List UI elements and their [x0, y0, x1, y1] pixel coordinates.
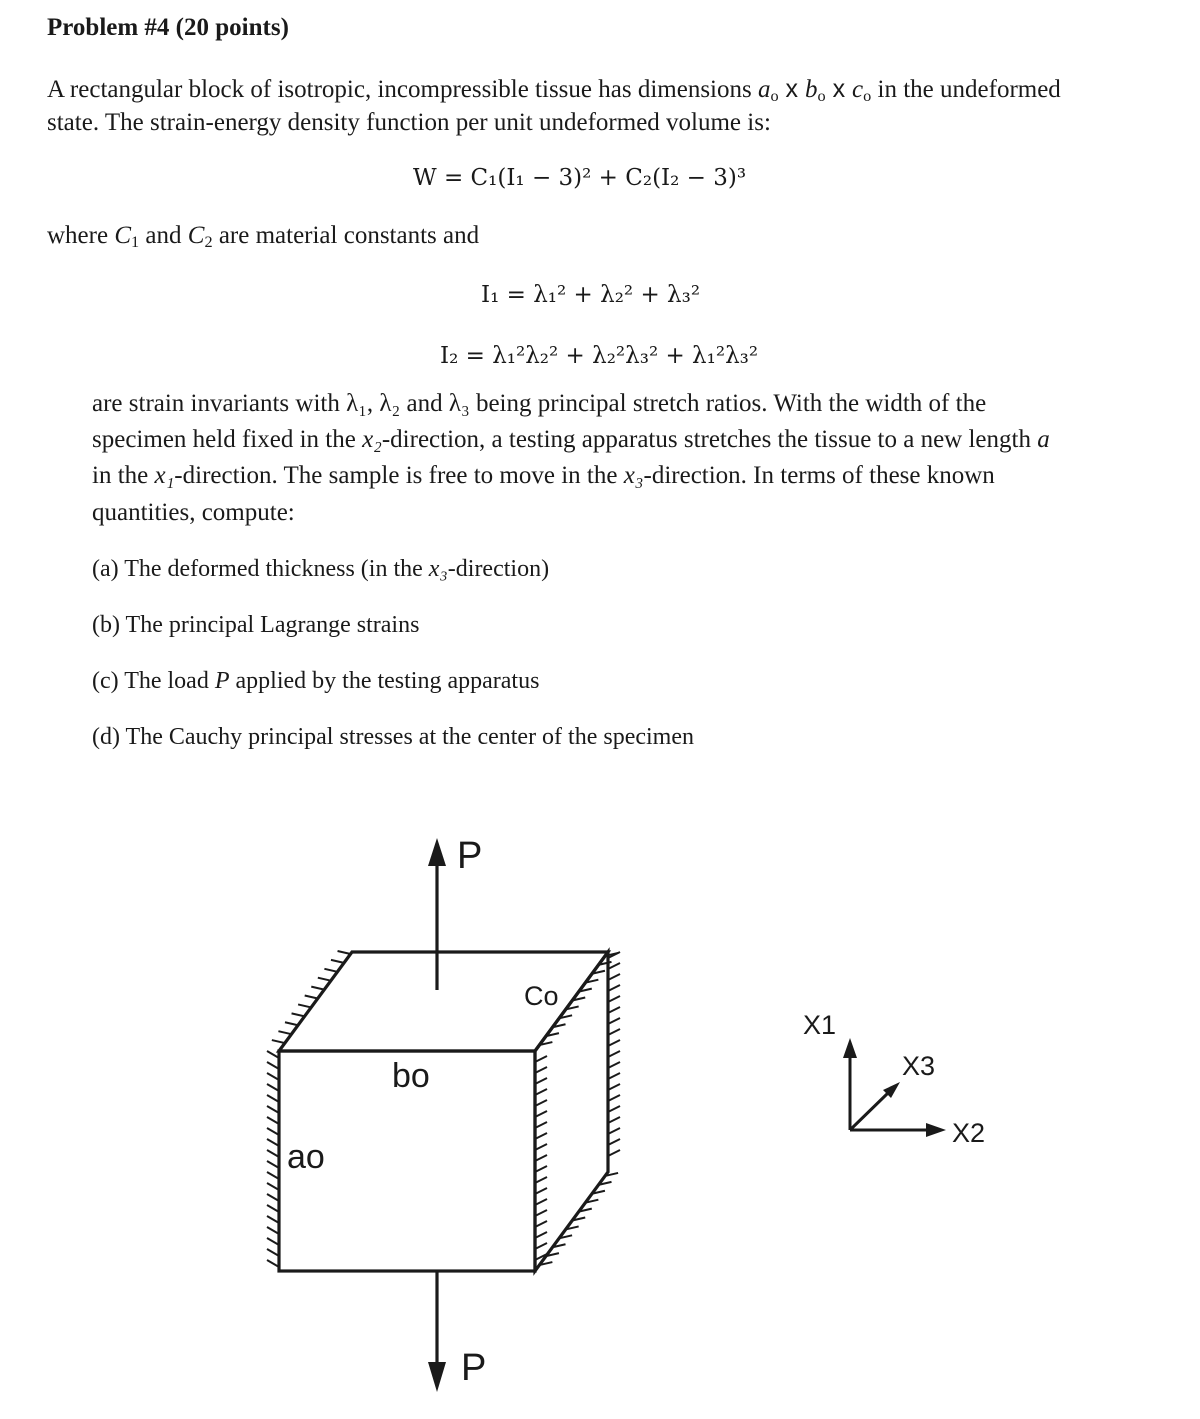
times-1: x	[778, 75, 806, 103]
hatch-mark	[298, 1004, 311, 1007]
hatch-mark	[608, 974, 620, 980]
dimension-label-bo: bo	[392, 1057, 430, 1095]
hatch-mark	[267, 1227, 279, 1234]
where-and: and	[139, 222, 188, 249]
equation-i2: I₂ = λ₁²λ₂² + λ₂²λ₃² + λ₁²λ₃²	[440, 343, 759, 369]
hatch-mark	[267, 1260, 279, 1267]
axis-x1-arrowhead	[843, 1038, 857, 1058]
const-c2: C	[187, 222, 205, 249]
var-x3: x₃	[623, 462, 644, 489]
problem-title: Problem #4 (20 points)	[47, 14, 289, 41]
question-a-post: -direction)	[447, 556, 550, 582]
hatch-mark	[535, 1199, 547, 1205]
hatch-mark	[608, 1106, 620, 1112]
hatch-mark	[292, 1013, 305, 1016]
hatch-mark	[267, 1084, 279, 1091]
hatch-mark	[278, 1031, 291, 1034]
hatch-mark	[535, 1078, 547, 1084]
hatch-mark	[608, 1084, 620, 1090]
axis-x2-arrowhead	[926, 1123, 946, 1137]
hatch-mark	[267, 1117, 279, 1124]
times-2: x	[825, 75, 853, 103]
var-a: a	[1037, 426, 1050, 453]
hatch-mark	[267, 1106, 279, 1113]
hatch-mark	[272, 1040, 285, 1043]
hatch-mark	[608, 1073, 620, 1079]
axis-label-x2: X2	[952, 1118, 986, 1148]
load-arrow-top	[428, 838, 446, 990]
question-c-pre: (c) The load	[92, 668, 215, 694]
load-label-top: P	[457, 835, 483, 877]
hatch-mark	[338, 951, 351, 954]
hatch-mark	[535, 1221, 547, 1227]
hatch-mark	[608, 1018, 620, 1024]
hatch-mark	[267, 1172, 279, 1179]
hatch-mark	[331, 960, 344, 963]
load-arrow-bottom	[428, 1271, 446, 1392]
dim-a-sub: o	[770, 87, 779, 106]
intro-line-2: state. The strain-energy density function per unit undeformed volume is:	[47, 109, 771, 136]
hatch-mark	[324, 969, 337, 972]
hatch-mark	[608, 985, 620, 991]
hatch-mark	[608, 1029, 620, 1035]
question-a-pre: (a) The deformed thickness (in the	[92, 556, 429, 582]
where-text-b: are material constants and	[212, 222, 480, 249]
hatch-mark	[608, 1128, 620, 1134]
hatch-mark	[608, 996, 620, 1002]
axis-label-x3: X3	[902, 1051, 936, 1081]
dim-c: c	[852, 76, 864, 103]
const-c1-sub: 1	[131, 233, 140, 252]
hatch-mark	[535, 1056, 547, 1062]
hatch-mark	[267, 1073, 279, 1080]
hatch-mark	[608, 1095, 620, 1101]
var-x1: x₁	[154, 462, 175, 489]
hatch-mark	[535, 1155, 547, 1161]
hatch-mark	[535, 1188, 547, 1194]
intro-text-b: in the undeformed	[871, 76, 1061, 103]
body-line-2-a: specimen held fixed in the	[92, 426, 363, 453]
body-line-3-a: in the	[92, 462, 155, 489]
dim-b-sub: o	[817, 87, 826, 106]
hatch-mark	[311, 987, 324, 990]
dim-b: b	[805, 76, 818, 103]
hatch-mark	[267, 1161, 279, 1168]
hatch-mark	[608, 1139, 620, 1145]
hatch-mark	[267, 1139, 279, 1146]
body-line-3-c: -direction. In terms of these known	[643, 462, 995, 489]
hatch-mark	[535, 1067, 547, 1073]
var-x2: x₂	[362, 426, 382, 453]
hatch-mark	[608, 1150, 620, 1156]
question-a-var: x₃	[428, 556, 448, 582]
question-c-post: applied by the testing apparatus	[229, 668, 540, 694]
hatch-mark	[535, 1089, 547, 1095]
hatch-mark	[608, 1051, 620, 1057]
hatch-mark	[285, 1022, 298, 1025]
const-c1: C	[114, 222, 132, 249]
body-line-3-b: -direction. The sample is free to move in the	[174, 462, 624, 489]
question-b: (b) The principal Lagrange strains	[92, 612, 420, 638]
load-label-bottom: P	[461, 1347, 487, 1389]
where-text-a: where	[47, 222, 115, 249]
hatch-mark	[267, 1216, 279, 1223]
hatch-mark	[535, 1144, 547, 1150]
hatch-mark	[305, 996, 318, 999]
hatch-mark	[267, 1150, 279, 1157]
hatch-mark	[535, 1232, 547, 1238]
hatch-mark	[535, 1122, 547, 1128]
hatch-mark	[535, 1100, 547, 1106]
hatch-mark	[608, 1062, 620, 1068]
hatch-mark	[267, 1249, 279, 1256]
hatch-mark	[535, 1243, 547, 1249]
hatch-mark	[535, 1133, 547, 1139]
hatch-mark	[535, 1210, 547, 1216]
intro-text-a: A rectangular block of isotropic, incompressible tissue has dimensions	[47, 76, 758, 103]
hatch-mark	[608, 1117, 620, 1123]
hatch-mark	[318, 978, 331, 981]
body-line-2-b: -direction, a testing apparatus stretches the tissue to a new length	[381, 426, 1038, 453]
axis-label-x1: X1	[803, 1010, 837, 1040]
hatch-mark	[608, 963, 620, 969]
hatch-mark	[267, 1128, 279, 1135]
hatch-mark	[608, 1007, 620, 1013]
dim-a: a	[757, 76, 771, 103]
hatch-mark	[267, 1238, 279, 1245]
hatch-mark	[267, 1194, 279, 1201]
dimension-label-co: Co	[524, 981, 559, 1011]
hatch-mark	[267, 1062, 279, 1069]
dim-c-sub: o	[863, 87, 872, 106]
body-line-1: are strain invariants with λ₁, λ₂ and λ₃ being principal stretch ratios. With the width of the	[92, 390, 987, 417]
question-d: (d) The Cauchy principal stresses at the center of the specimen	[92, 724, 695, 750]
hatch-mark	[267, 1183, 279, 1190]
equation-w: W = C₁(I₁ − 3)² + C₂(I₂ − 3)³	[413, 165, 747, 191]
hatch-mark	[535, 1177, 547, 1183]
hatch-mark	[267, 1205, 279, 1212]
hatch-mark	[267, 1095, 279, 1102]
hatch-mark	[535, 1166, 547, 1172]
dimension-label-ao: ao	[287, 1138, 325, 1176]
hatch-mark	[608, 1040, 620, 1046]
equation-i1: I₁ = λ₁² + λ₂² + λ₃²	[481, 282, 701, 308]
body-line-4: quantities, compute:	[92, 499, 295, 526]
hatch-mark	[535, 1111, 547, 1117]
const-c2-sub: 2	[204, 233, 213, 252]
question-c-var: P	[214, 668, 230, 694]
block-top-face	[279, 952, 608, 1051]
